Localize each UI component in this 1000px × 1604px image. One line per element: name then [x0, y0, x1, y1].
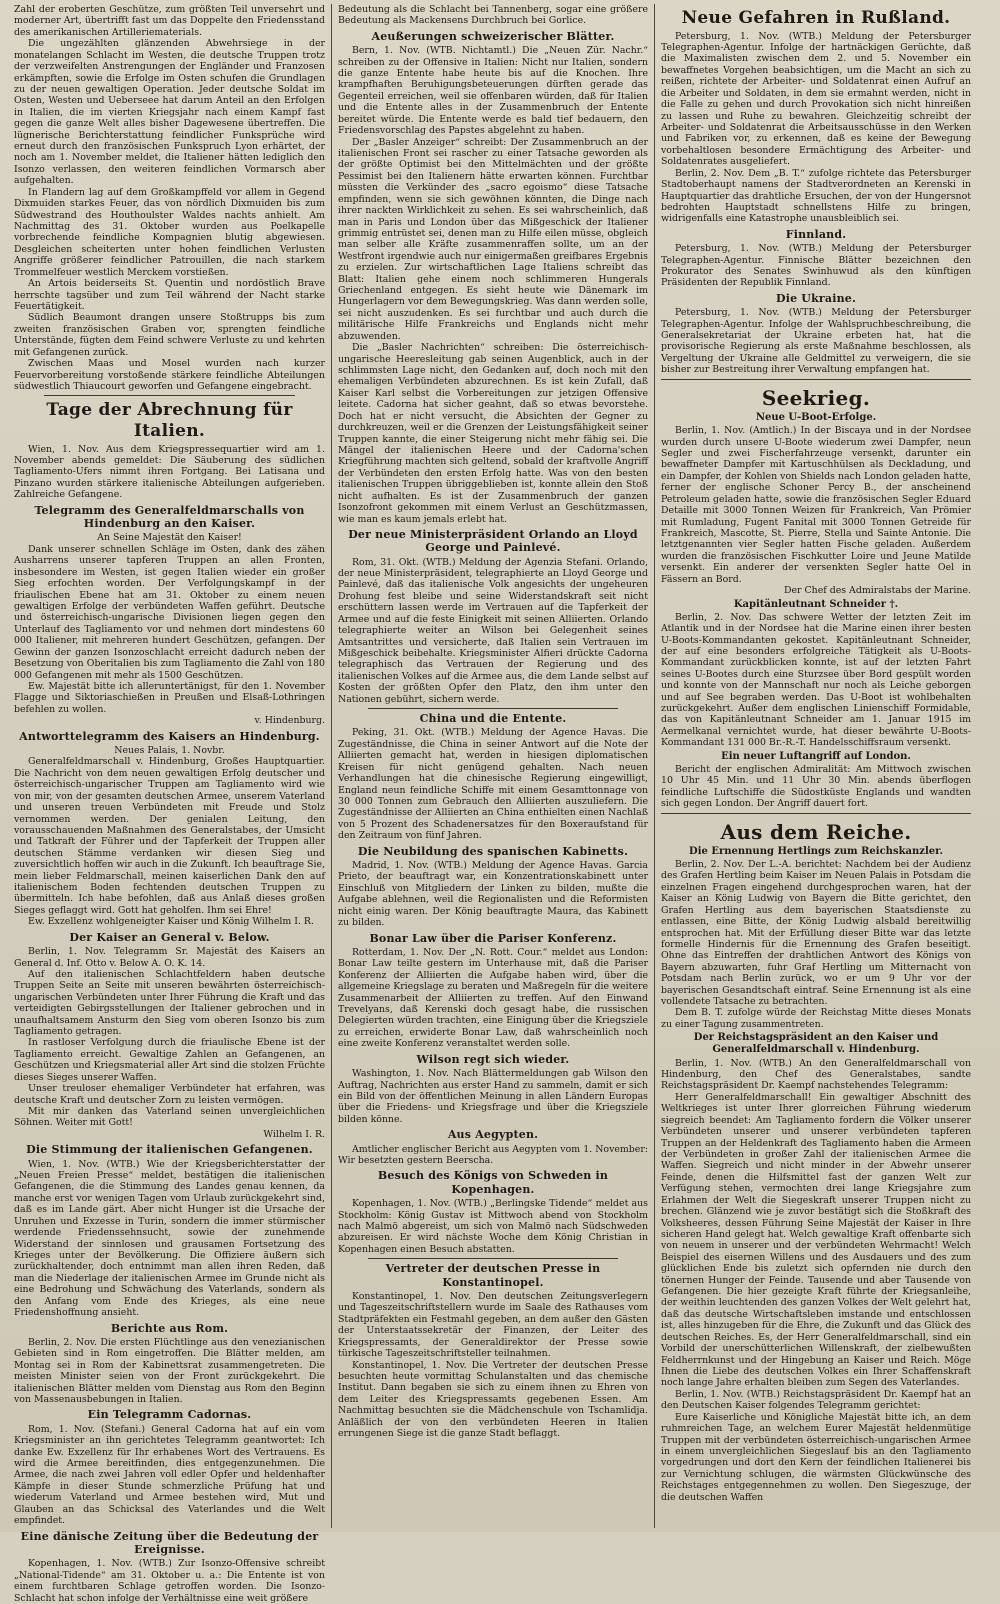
article-paragraph: Kopenhagen, 1. Nov. (WTB.) Zur Isonzo-Offensive schreibt „National-Tidende“ am 31. Oktober u. a.: Die Entente ist von einem furchtbaren Schlage getroffen worden. Die Isonzo-Schlacht hat schon infolge der Verhältnisse eine weit größere	[14, 1558, 325, 1604]
article-paragraph: Dem B. T. zufolge würde der Reichstag Mitte dieses Monats zu einer Tagung zusammentreten.	[661, 1007, 971, 1030]
article-paragraph: Wien, 1. Nov. (WTB.) Wie der Kriegsberichterstatter der „Neuen Freien Presse“ meldet, bestätigen die italienischen Gefangenen, die die Stimmung des Landes genau kennen, da manche erst vor wenigen Tagen vom Urlaub zurückgekehrt sind, daß es im Lande gärt. Aber nicht Hunger ist die Ursache der Unruhen und Exzesse in Turin, sondern die immer stürmischer werdende Friedenssehnsucht, sowie der zunehmende Widerstand der sinnlosen und grausamen Fortsetzung des Krieges unter der Bevölkerung. Die Offiziere äußern sich zurückhaltender, doch entnimmt man allen ihren Reden, daß man die Niederlage der italienischen Armee im Grunde nicht als eine Bedrohung und Schwächung des Vaterlands, sondern als den Anfang vom Ende des Krieges, als eine neue Friedenshoffnung ansieht.	[14, 1158, 325, 1319]
headline: Bonar Law über die Pariser Konferenz.	[369, 931, 617, 945]
article-paragraph: Eure Kaiserliche und Königliche Majestät bitte ich, an dem ruhmreichen Tage, an welchem Eurer Majestät heldenmütige Truppen mit der verbündeten österreichisch-ungarischen Armee in einem unvergleichlichen Siegeslauf bis an den Tagliamento vorgedrungen und dort den Kern der feindlichen Italienerei bis zur Vernichtung schlugen, die wärmsten Glückwünsche des Reichstages entgegennehmen zu wollen. Den Siegeszuge, der die deutschen Waffen	[661, 1411, 971, 1503]
column-2	[331, 4, 654, 1528]
divider	[368, 1258, 618, 1259]
headline: Vertreter der deutschen Presse in Konstantinopel.	[385, 1262, 601, 1289]
article-paragraph: Südlich Beaumont drangen unsere Stoßtrupps bis zum zweiten französischen Graben vor, sprengten feindliche Unterstände, fügten dem Feind schwere Verluste zu und kehrten mit Gefangenen zurück.	[14, 312, 325, 358]
signature: Der Chef des Admiralstabs der Marine.	[783, 585, 971, 597]
headline: Besuch des Königs von Schweden in Kopenhagen.	[377, 1169, 609, 1196]
headline: Telegramm des Generalfeldmarschalls von Hindenburg an den Kaiser.	[34, 503, 305, 531]
headline: Die Ernennung Hertlings zum Reichskanzler.	[689, 845, 943, 857]
article-paragraph: Berlin, 2. Nov. Das schwere Wetter der letzten Zeit im Atlantik und in der Nordsee hat die Marine einen ihrer besten U-Boots-Kommandanten gekostet. Kapitänleutnant Schneider, der auf eine besonders erfolgreiche Tätigkeit als U-Boots-Kommandant zurückblicken konnte, ist auf der letzten Fahrt seines U-Bootes durch eine Sturzsee über Bord gespült worden und konnte von der Mannschaft nur noch als Leiche geborgen und auf See begraben werden. Das U-Boot ist wohlbehalten zurückgekehrt. Außer dem englischen Linienschiff Formidable, das von Kapitänleutnant Schneider am 1. Januar 1915 im Aermelkanal vernichtet wurde, hat dieser bewährte U-Boots-Kommandant 131 000 Br.-R.-T. Handelsschiffsraum versenkt.	[661, 611, 971, 749]
article-paragraph: Dank unserer schnellen Schläge im Osten, dank des zähen Ausharrens unserer tapferen Truppen an allen Fronten, insbesondere im Westen, ist gegen Italien wieder ein großer Sieg erfochten worden. Der Verfolgungskampf in der friaulischen Ebene hat am 31. Oktober zu einem neuen gewaltigen Erfolge der verbündeten Waffen geführt. Deutsche und österreichisch-ungarische Divisionen liegen gegen den Unterlauf des Tagliamento vor und nehmen dort mindestens 60 000 Italiener, mit mehreren hundert Geschützen, gefangen. Der Gewinn der ganzen Isonzoschlacht erreicht dadurch neben der Besetzung von Oberitalien bis zum Tagliamento die Zahl von 180 000 Gefangenen mit mehr als 1500 Geschützen.	[14, 543, 325, 681]
column-3	[654, 4, 977, 1528]
headline: Antworttelegramm des Kaisers an Hindenburg.	[19, 729, 320, 743]
article-paragraph: Peking, 31. Okt. (WTB.) Meldung der Agence Havas. Die Zugeständnisse, die China in seiner Antwort auf die Note der Alliierten gemacht hat, werden in hiesigen diplomatischen Kreisen für nicht genügend gehalten. Nach neuen Verhandlungen hat die chinesische Regierung eingewilligt, England neun feindliche Schiffe mit einem Gesamttonnage von 30 000 Tonnen zum Gebrauch den Alliierten auszuliefern. Die Zugeständnisse der Alliierten an China enthielten einen Nachlaß von 5 Prozent des Schadenersatzes für den Boxeraufstand für den Zeitraum von fünf Jahren.	[338, 727, 648, 842]
section-heading: Aus dem Reiche.	[720, 819, 912, 844]
headline: Ein Telegramm Cadornas.	[87, 1408, 252, 1422]
article-paragraph: Rotterdam, 1. Nov. Der „N. Rott. Cour.“ meldet aus London: Bonar Law teilte gestern im Unterhause mit, daß die Pariser Konferenz der Alliierten die Aufgabe haben wird, über die allgemeine Kriegslage zu beraten und Maßregeln für die weitere Zusammenarbeit der Alliierten zu treffen. Auf den Einwand Trevelyans, daß Kerenski doch gesagt habe, die russischen Delegierten würden trachten, eine Einigung über die Kriegsziele zu erreichen, erwiderte Bonar Law, daß wahrscheinlich noch eine zweite Konferenz veranstaltet werden solle.	[338, 946, 648, 1050]
article-paragraph: Washington, 1. Nov. Nach Blättermeldungen gab Wilson den Auftrag, Nachrichten aus erster Hand zu sammeln, damit er sich ein Bild von der öffentlichen Meinung in allen Ländern Europas über die Friedens- und Kriegsfrage und über die Kriegsziele bilden könne.	[338, 1068, 648, 1125]
headline: Der Kaiser an General v. Below.	[69, 930, 270, 944]
article-paragraph: Berlin, 2. Nov. Der L.-A. berichtet: Nachdem bei der Audienz des Grafen Hertling beim Kaiser im Neuen Palais in Potsdam die einzelnen Fragen eingehend durchgesprochen waren, hat der Kaiser an König Ludwig von Bayern die Bitte gerichtet, den Grafen Hertling aus dem bayerischen Staatsdienste zu entlassen, eine Bitte, der König Ludwig alsbald bereitwillig entsprochen hat. Mit der Erfüllung dieser Bitte war das letzte formelle Hindernis für die Ernennung des Grafen beseitigt. Ohne das Eintreffen der drahtlichen Antwort des Königs von Bayern abzuwarten, fuhr Graf Hertling um Mitternacht von Potsdam nach Berlin zurück, wo er um 9 Uhr vor der bayerischen Gesandtschaft eintraf. Seine Ernennung ist als eine vollendete Tatsache zu betrachten.	[661, 858, 971, 1008]
headline: Die Ukraine.	[775, 291, 857, 305]
article-paragraph: Herr Generalfeldmarschall! Ein gewaltiger Abschnitt des Weltkrieges ist unter Ihrer glorreichen Führung wiederum siegreich beendet: Am Tagliamento fordern die Völker unserer Verbündeten unserer und unserer verbündeten tapferen Truppen an der Heldenkraft des Tagliamento haben die Armeen der Verbündeten in großer Zahl der italienischen Armee die Waffen. Siegreich und nicht minder in der Abwehr unserer Feinde, denen die Hilfsmittel fast der ganzen Welt zur Verfügung stehen, vermochten drei lange Kriegsjahre zum Erlahmen der Welt die Siegeskraft unserer Truppen nicht zu brechen. Glänzend wie je zuvor bestätigt sich die Stoßkraft des Volksheeres, dessen Führung Seine Majestät der Kaiser in Ihre sicheren Hand gelegt hat. Welch gewaltige Kraft offenbarte sich von neuem in unserer und der verbündeten Wehrmacht! Welch Beispiel des eisernen Willens und des Ausdauers und des zum glücklichen Ende bis zuletzt sich opfernden nie durch den tönernen Hunger der Feinde. Tausende und aber Tausende von Gefangenen. Die hier gezeigte Kraft führte der Kriegsanleihe, der weithin leuchtenden des ganzen Volkes der Welt gelehrt hat, daß das deutsche Wirtschaftsleben imstande und entschlossen ist, alles hinzugeben für die Ehre, die Zukunft und das Glück des deutschen Reiches. Es, der Herr Generalfeldmarschall, sind ein Vorbild der unerschütterlichen Willenskraft, der zielbewußten Feldherrnkunst und der Hingebung an Kaiser und Reich. Möge Ihnen die Liebe des deutschen Volkes ein Ihrer Schaffenskraft noch lange Jahre erhalten bleiben zum Segen des Vaterlandes.	[661, 1091, 971, 1389]
headline: Eine dänische Zeitung über die Bedeutung der Ereignisse.	[20, 1529, 319, 1556]
article-paragraph: Berlin, 1. Nov. Telegramm Sr. Majestät des Kaisers an General d. Inf. Otto v. Below A. O. K. 14.	[14, 946, 325, 969]
article-paragraph: Wien, 1. Nov. Aus dem Kriegspressequartier wird am 1. November abends gemeldet: Die Säuberung des südlichen Tagliamento-Ufers nimmt ihren Fortgang. Bei Latisana und Pinzano wurden stärkere italienische Abteilungen aufgerieben. Zahlreiche Gefangene.	[14, 443, 325, 501]
article-paragraph: Rom, 31. Okt. (WTB.) Meldung der Agenzia Stefani. Orlando, der neue Ministerpräsident, telegraphierte an Lloyd George und Painlevé, daß das italienische Volk angesichts der ungeheuren Drohung fest bleibe und seine Widerstandskraft seit nicht erschüttern lassen werde im Vertrauen auf die Tapferkeit der Armee und auf die feste Einigkeit mit seinen Alliierten. Orlando telegraphierte weiter an Wilson bei Gelegenheit seines Amtsantrittes und versicherte, daß Italien sein Vertrauen im Mißgeschick beibehalte. Kriegsminister Alfieri drückte Cadorna telegraphisch das Vertrauen der Regierung und des italienischen Volkes auf die Armee aus, die dem Lande selbst auf Kosten der größten Opfer den Platz, den ihm unter den Nationen gebührt, sichern werde.	[338, 556, 648, 705]
article-paragraph: Ew. Majestät bitte ich alleruntertänigst, für den 1. November Flagge und Siktoriaschießen in Preußen und Elsaß-Lothringen befehlen zu wollen.	[14, 680, 325, 715]
headline: Der neue Ministerpräsident Orlando an Lloyd George und Painlevé.	[348, 527, 638, 555]
article-paragraph: Petersburg, 1. Nov. (WTB.) Meldung der Petersburger Telegraphen-Agentur. Infolge der Wahlspruchbeschreibung, die Generalsekretariat der Ukraine erbeten hat, hat die provisorische Regierung als erste Maßnahme beschlossen, als Vergeltung der Ukraine alle Geldmittel zu verweigern, die sie bisher zur Bestreitung ihrer Verwaltung empfangen hat.	[661, 307, 971, 376]
headline: Finnland.	[785, 227, 847, 241]
article-paragraph: Berlin, 1. Nov. (Amtlich.) In der Biscaya und in der Nordsee wurden durch unsere U-Boote wiederum zwei Dampfer, neun Segler und zwei Fischerfahrzeuge versenkt, darunter ein bewaffneter Dampfer mit Kartuschhülsen als Deckladung, und ein Dampfer, der Kohlen von Shields nach London geladen hatte, ferner der englische Schoner Percy B., der anscheinend Petroleum geladen hatte, sowie die französischen Segler Eduard Detaille mit 3000 Tonnen Weizen für Frankreich, Van Prömier mit Rumladung, Fugent Fanital mit 3000 Tonnen Getreide für Frankreich, Mascotte, St. Pierre, Stella und Sainte Antonie. Die letztgenannten vier Segler hatten Fische geladen. Außerdem wurden die französischen Fischkutter Loire und Jeune Matilde versenkt. Ein anderer der versenkten Segler hatte Oel in Fässern an Bord.	[661, 425, 971, 585]
divider	[44, 395, 295, 396]
headline: Aeußerungen schweizerischer Blätter.	[371, 29, 615, 43]
headline: Die Stimmung der italienischen Gefangenen.	[26, 1143, 313, 1157]
article-paragraph: Bericht der englischen Admiralität: Am Mittwoch zwischen 10 Uhr 45 Min. und 11 Uhr 30 Min. abends überflogen feindliche Luftschiffe die Südostküste Englands und wandten sich gegen London. Der Angriff dauert fort.	[661, 763, 971, 810]
article-paragraph: Die ungezählten glänzenden Abwehrsiege in der monatelangen Schlacht im Westen, die deutsche Truppen trotz der verzweifelten Anstrengungen der Engländer und Franzosen erkämpften, sowie die Erfolge im Osten schufen die Grundlagen zu der neuen gewaltigen Operation. Jeder deutsche Soldat im Osten, Westen und Ueberseee hat darum Anteil an den Erfolgen in Italien, die im vierten Kriegsjahr nach einem Kampf fast gegen die ganze Welt alles bisher Dagewesene übertreffen. Die lügnerische Berichterstattung feindlicher Funksprüche wird erneut durch den französischen Funkspruch Lyon erhärtet, der noch am 1. November meldet, die Italiener hätten lediglich den Isonzo verlassen, den weiteren feindlichen Vormarsch aber aufgehalten.	[14, 38, 325, 187]
article-paragraph: Berlin, 2. Nov. Dem „B. T.“ zufolge richtete das Petersburger Stadtoberhaupt namens der Stadtverordneten an Kerenski in Hauptquartier das drahtliche Ersuchen, der von der Hungersnot bedrohten Hauptstadt schnellstens Hilfe zu bringen, widrigenfalls eine Katastrophe unausbleiblich sei.	[661, 167, 971, 225]
article-paragraph: Unser treuloser ehemaliger Verbündeter hat erfahren, was deutsche Kraft und deutscher Zorn zu leisten vermögen.	[14, 1083, 325, 1106]
article-paragraph: Berlin, 2. Nov. Die ersten Flüchtlinge aus den venezianischen Gebieten sind in Rom eingetroffen. Die Blätter melden, am Montag sei in Rom der Kabinettsrat zusammengetreten. Die meisten Minister seien von der Front zurückgekehrt. Die italienischen Blätter melden vom Dienstag aus Rom den Beginn von Massenausbebungen in Italien.	[14, 1336, 325, 1405]
article-paragraph: Zahl der eroberten Geschütze, zum größten Teil unversehrt und moderner Art, übertrifft fast um das Doppelte den Friedensstand des amerikanischen Artilleriematerials.	[14, 4, 325, 38]
article-paragraph: Madrid, 1. Nov. (WTB.) Meldung der Agence Havas. Garcia Prieto, der beauftragt war, ein Konzentrationskabinett unter Einschluß von Mitgliedern der Linken zu bilden, mußte die Aufgabe ablehnen, weil die Regionalisten und die Reformisten nicht einig waren. Der König beauftragte Maura, das Kabinett zu bilden.	[338, 860, 648, 929]
headline: Kapitänleutnant Schneider †.	[733, 598, 899, 610]
article-paragraph: Berlin, 1. Nov. (WTB.) An den Generalfeldmarschall von Hindenburg, den Chef des Generalstabes, sandte Reichstagspräsident Dr. Kaempf nachstehendes Telegramm:	[661, 1057, 971, 1092]
article-paragraph: Petersburg, 1. Nov. (WTB.) Meldung der Petersburger Telegraphen-Agentur. Infolge der hartnäckigen Gerüchte, daß die Maximalisten zwischen dem 2. und 5. November ein bewaffnetes Vorgehen beabsichtigen, um die Macht an sich zu reißen, richtete der Arbeiter- und Soldatenrat einen Aufruf an die Arbeiter und Soldaten, in dem sie ermahnt werden, nicht in die Falle zu gehen und durch Provokation sich nicht hinreißen zu lassen und Ruhe zu bewahren. Gleichzeitig schreibt der Arbeiter- und Soldatenrat die Arbeitsausschüsse in den Werken und Fabriken vor, zu erkennen, daß es keine der Bewegung vorbehaltlosen besondere Ermächtigung des Arbeiter- und Soldatenrates ausgeliefert.	[661, 30, 971, 168]
article-paragraph: Der „Basler Anzeiger“ schreibt: Der Zusammenbruch an der italienischen Front sei rascher zu einer Tatsache geworden als der größte Optimist bei den Mittelmächten und der größte Pessimist bei den Italienern hätte erwarten können. Furchtbar müssten die Verkünder des „sacro egoismo“ diese Tatsache empfinden, wenn sie sich gewöhnen könnten, die Dinge nach ihrer nackten Wirklichkeit zu sehen. Es sei wahrscheinlich, daß man in Paris und London über das Mißgeschick der Italiener grimmig entrüstet sei, denen man zu Hilfe eilen müsse, obgleich man selber alle Kräfte zusammenraffen sollte, um an der Westfront irgendwie auch nur einigermaßen greifbares Ergebnis zu erzielen. Zur wirtschaftlichen Lage Italiens schreibt das Blatt: Italien gehe einem noch schlimmeren Hungerals Griechenland entgegen. Es sieht heute wie Dänemark im Hungerlagern vor dem Bewegungskrieg. Was dann werden solle, sei nicht auszudenken. Es sei furchtbar und auch durch die militärische Hilfe Frankreichs und Englands nicht mehr abzuwenden.	[338, 136, 648, 342]
columns	[8, 4, 992, 1604]
article-paragraph: Die „Basler Nachrichten“ schreiben: Die österreichisch-ungarische Heeresleitung gab seinen Augenblick, auch in der schlimmsten Lage nicht, den Gedanken auf, doch noch mit den ehemaligen Verbündeten abzurechnen. Es ist kein Zufall, daß Kaiser Karl selbst die Vorbereitungen zur jetzigen Offensive leitete. Cadorna hat sicher geahnt, daß so etwas bevorstehe. Doch hat er nicht versucht, die Absichten der Gegner zu durchkreuzen, weil er die Grenzen der Leistungsfähigkeit seiner Truppen kannte, die einer Steigerung nicht mehr fähig sei. Die Mängel der italienischen Heere und der Cadorna'schen Kriegführung machten sich geltend, sobald der kraftvolle Angriff der Verbündeten den ersten Erfolg hatte. Was von den besten italienischen Truppen übriggeblieben ist, konnte allein den Stoß nicht aufhalten. Es ist der Zusammenbruch der ganzen Isonzofront gekommen mit einem Verlust an Geschützmassen, wie man es kaum jemals erlebt hat.	[338, 342, 648, 525]
headline: Wilson regt sich wieder.	[416, 1052, 570, 1066]
headline: Neue Gefahren in Rußland.	[681, 8, 951, 28]
dateline: Neues Palais, 1. Novbr.	[114, 744, 225, 756]
article-paragraph: Zwischen Maas und Mosel wurden nach kurzer Feuervorbereitung vorstoßende stärkere feindliche Abteilungen südwestlich Thiaucourt geworfen und Gefangene eingebracht.	[14, 358, 325, 392]
divider	[368, 708, 618, 709]
section-heading: Seekrieg.	[761, 385, 871, 410]
article-paragraph: In rastloser Verfolgung durch die friaulische Ebene ist der Tagliamento erreicht. Gewaltige Zahlen an Gefangenen, an Geschützen und Kriegsmaterial aller Art sind die stolzen Früchte dieses Sieges unserer Waffen.	[14, 1037, 325, 1083]
headline: Neue U-Boot-Erfolge.	[755, 412, 877, 424]
article-paragraph: In Flandern lag auf dem Großkampffeld vor allem in Gegend Dixmuiden starkes Feuer, das von nördlich Dixmuiden bis zum Südwestrand des Houthoulster Waldes nachts anhielt. Am Nachmittag des 31. Oktober wurden aus Poelkapelle vorbrechende feindliche Kompagnien blutig abgewiesen. Desgleichen scheiterten unter hohen feindlichen Verlusten Angriffe größerer feindlicher Patrouillen, die nach starkem Trommelfeuer westlich Merckem vorstießen.	[14, 186, 325, 278]
article-paragraph: Konstantinopel, 1. Nov. Die Vertreter der deutschen Presse besuchten heute vormittag Schulanstalten und das chemische Institut. Dann begaben sie sich zu einem ihnen zu Ehren von dem Leiter des Kriegspressamts gegebenen Essen. Am Nachmittag besuchten sie die Mädchenschule von Tschamlidja. Anläßlich der von den verbündeten Heeren in Italien errungenen Siege ist die ganze Stadt beflaggt.	[338, 1359, 648, 1440]
article-paragraph: Bern, 1. Nov. (WTB. Nichtamtl.) Die „Neuen Zür. Nachr.“ schreiben zu der Offensive in Italien: Nicht nur Italien, sondern die ganze Entente habe heute bis auf die Knochen. Ihre krampfhaften Beruhigungsbeteuerungen dürften gerade das Gegenteil erreichen, weil sie offenbaren würden, daß für Italien und die Entente alles in der Zusammenbruch der Entente bereitet würde. Die Entente werde es bald tief bedauern, den Friedensvorschlag des Papstes abgelehnt zu haben.	[338, 45, 648, 137]
article-paragraph: Amtlicher englischer Bericht aus Aegypten vom 1. November: Wir besetzten gestern Beerscha.	[338, 1143, 648, 1166]
article-paragraph: Ew. Exzellenz wohlgeneigter Kaiser und König Wilhelm I. R.	[28, 916, 314, 928]
article-paragraph: Petersburg, 1. Nov. (WTB.) Meldung der Petersburger Telegraphen-Agentur. Finnische Blätter bezeichnen den Prokurator des Senates Swinhuwud als den künftigen Präsidenten der Republik Finnland.	[661, 243, 971, 289]
signature: Wilhelm I. R.	[263, 1128, 325, 1140]
headline: Aus Aegypten.	[447, 1128, 539, 1142]
article-paragraph: Rom, 1. Nov. (Stefani.) General Cadorna hat auf ein vom Kriegsminister an ihn gerichtetes Telegramm geantwortet: Ich danke Ew. Exzellenz für Ihr erhabenes Wort des Vertrauens. Es wird die Armee bereitfinden, dies entgegenzunehmen. Die Armee, die nach zwei Jahren voll edler Opfer und heldenhafter Kämpfe in dieser Stunde schmerzliche Prüfung hat und wiederum Vaterland und Armee bestehen wird, Mut und Glauben an das Schicksal des Vaterlandes und die Welt empfindet.	[14, 1423, 325, 1527]
headline: Die Neubildung des spanischen Kabinetts.	[357, 844, 629, 858]
divider	[661, 379, 971, 380]
signature: v. Hindenburg.	[254, 715, 325, 727]
article-paragraph: Generalfeldmarschall v. Hindenburg, Großes Hauptquartier. Die Nachricht von dem neuen gewaltigen Erfolg deutscher und österreichisch-ungarischer Truppen am Tagliamento wird wie von mir, von der gesamten deutschen Armee, unserem Vaterland und unseren treuen Verbündeten mit Freude und Stolz vernommen werden. Der genialen Leitung, den vorausschauenden Maßnahmen des Generalstabes, der Umsicht und Tatkraft der Führer und der Tapferkeit der Truppen aller deutschen Stämme verdanken wir diesen Sieg und zuversichtlich hoffen wir auch in die Zukunft. Ich beauftrage Sie, mein lieber Feldmarschall, meinen kaiserlichen Dank den auf italienischem Boden fechtenden deutschen Truppen zu übermitteln. Ich habe befohlen, daß aus Anlaß dieses großen Sieges geflaggt wird. Gott hat geholfen. Ihm sei Ehre!	[14, 756, 325, 916]
article-paragraph: Konstantinopel, 1. Nov. Den deutschen Zeitungsverlegern und Tageszeitschriftstellern wurde im Saale des Rathauses vom Stadtpräfekten ein Festmahl gegeben, an dem außer den Gästen der Unterstaatssekretär der Finanzen, der Leiter des Kriegspressamts, der Generaldirektor der Presse sowie türkische Tageszeitschriftsteller teilnahmen.	[338, 1290, 648, 1360]
salutation: An Seine Majestät den Kaiser!	[97, 532, 242, 544]
divider	[661, 813, 971, 814]
article-paragraph: An Artois beiderseits St. Quentin und nordöstlich Brave herrschte tagsüber und zum Teil während der Nacht starke Feuertätigkeit.	[14, 278, 325, 312]
article-paragraph: Bedeutung als die Schlacht bei Tannenberg, sogar eine größere Bedeutung als Mackensens Durchbruch bei Gorlice.	[338, 4, 648, 27]
article-paragraph: Berlin, 1. Nov. (WTB.) Reichstagspräsident Dr. Kaempf hat an den Deutschen Kaiser folgendes Telegramm gerichtet:	[661, 1388, 971, 1412]
headline: Berichte aus Rom.	[110, 1321, 229, 1335]
article-paragraph: Kopenhagen, 1. Nov. (WTB.) „Berlingske Tidende“ meldet aus Stockholm: König Gustav ist Mittwoch abend von Stockholm nach Malmö abgereist, um sich von Malmö nach Südschweden abzureisen. Er wird nächste Woche dem König Christian in Kopenhagen einen Besuch abstatten.	[338, 1198, 648, 1255]
column-1	[8, 4, 331, 1604]
headline: Der Reichstagspräsident an den Kaiser und Generalfeldmarschall v. Hindenburg.	[693, 1032, 939, 1056]
headline: China und die Entente.	[419, 712, 567, 726]
headline: Tage der Abrechnung für Italien.	[46, 400, 293, 441]
headline: Ein neuer Luftangriff auf London.	[721, 750, 911, 762]
article-paragraph: Auf den italienischen Schlachtfeldern haben deutsche Truppen Seite an Seite mit unseren bewährten österreichisch-ungarischen Verbündeten unter Ihrer Führung die Kraft und das verteidigten Gebirgsstellungen der Italiener gebrochen und in unaufhaltsamem Ansturm den Sieg vom oberen Isonzo bis zum Tagliamento getragen.	[14, 968, 325, 1038]
article-paragraph: Mit mir danken das Vaterland seinen unvergleichlichen Söhnen. Weiter mit Gott!	[14, 1106, 325, 1129]
